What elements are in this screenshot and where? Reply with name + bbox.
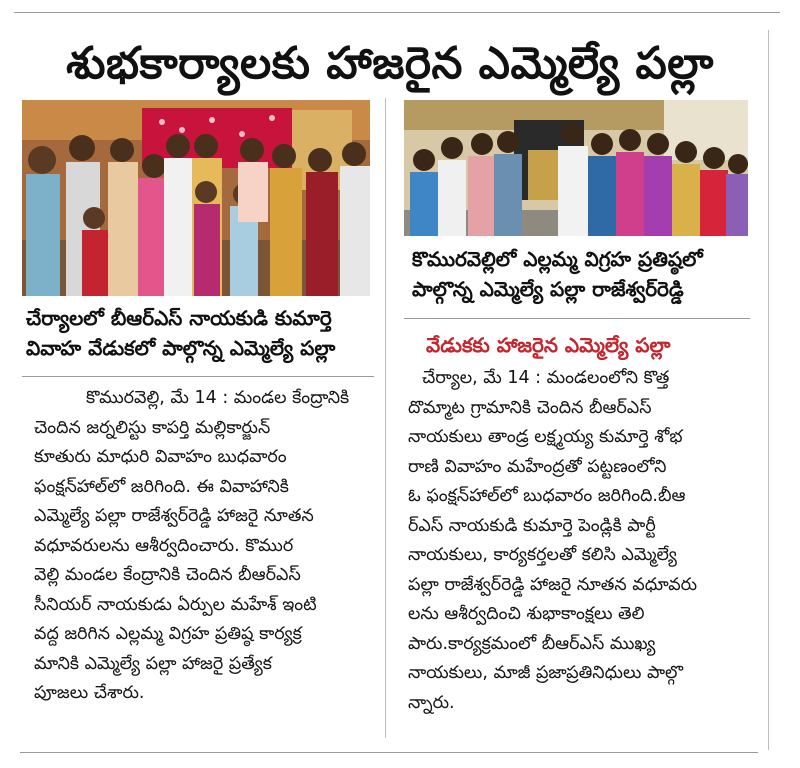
left-caption-line-1: చేర్యాలలో బీఆర్ఎస్ నాయకుడి కుమార్తె	[26, 306, 332, 330]
headline: శుభకార్యాలకు హాజరైన ఎమ్మెల్యే పల్లా	[66, 38, 714, 89]
wedding-photo	[22, 100, 370, 296]
left-article-body	[34, 384, 376, 709]
right-body-line: పారు.కార్యక్రమంలో బీఆర్ఎస్ ముఖ్య	[408, 633, 656, 654]
right-caption-rule	[404, 318, 750, 319]
left-body-line: ఎమ్మెల్యే పల్లా రాజేశ్వర్‌రెడ్డి హాజరై నూతన	[34, 506, 314, 526]
right-subhead: వేడుకకు హాజరైన ఎమ్మెల్యే పల్లా	[426, 333, 671, 357]
right-body-line: ఓ ఫంక్షన్‌హాల్‌లో బుధవారం జరిగింది.బీఆ	[408, 486, 686, 506]
right-edge-divider	[768, 30, 769, 750]
right-caption-line-2: పాల్గొన్న ఎమ్మెల్యే పల్లా రాజేశ్వర్‌రెడ్డి	[412, 277, 684, 301]
bottom-rule	[20, 752, 758, 753]
right-body-line: పల్లా రాజేశ్వర్‌రెడ్డి హాజరై నూతన వధూవరు	[408, 574, 698, 595]
left-body-line: కూతురు మాధురి వివాహం బుధవారం	[34, 447, 287, 467]
right-body-line: దొమ్మాట గ్రామానికి చెందిన బీఆర్ఎస్	[408, 397, 652, 418]
right-body-line: న్నారు.	[408, 692, 455, 713]
left-caption-line-2: వివాహ వేడుకలో పాల్గొన్న ఎమ్మెల్యే పల్లా	[26, 336, 336, 360]
left-body-line: చెందిన జర్నలిస్టు కాపర్తి మల్లికార్జున్	[34, 417, 271, 438]
left-body-line: కొమురవెల్లి, మే 14 : మండల కేంద్రానికి	[86, 388, 350, 408]
left-body-line: సీనియర్ నాయకుడు ఏర్పుల మహేశ్ ఇంటి	[34, 594, 317, 615]
top-rule	[14, 12, 780, 13]
right-body-line: చేర్యాల, మే 14 : మండలంలోని కొత్త	[422, 368, 670, 388]
right-caption-line-1: కొమురవెల్లిలో ఎల్లమ్మ విగ్రహ ప్రతిష్ఠలో	[412, 247, 703, 271]
left-body-line: వెల్లి మండల కేంద్రానికి చెందిన బీఆర్ఎస్	[34, 565, 301, 585]
right-body-line: నాయకులు, మాజీ ప్రజాప్రతినిధులు పాల్గొ	[408, 663, 684, 683]
right-photo-caption	[412, 244, 762, 304]
temple-photo	[404, 100, 748, 236]
right-article-body	[408, 364, 758, 718]
right-body-line: రాణి వివాహం మహేంద్రతో పట్టణంలోని	[408, 456, 667, 477]
right-body-line: నాయకులు తాండ్ర లక్ష్మయ్య కుమార్తె శోభ	[408, 427, 683, 447]
right-body-line: లను ఆశీర్వదించి శుభాకాంక్షలు తెలి	[408, 604, 645, 624]
left-body-line: పూజలు చేశారు.	[34, 683, 145, 703]
left-body-line: వధూవరులను ఆశీర్వదించారు. కొముర	[34, 535, 294, 556]
right-body-line: ర్ఎస్ నాయకుడి కుమార్తె పెండ్లికి పార్టీ	[408, 515, 656, 536]
left-body-line: మానికి ఎమ్మెల్యే పల్లా హాజరై ప్రత్యేక	[34, 653, 272, 674]
left-caption-rule	[22, 376, 374, 377]
column-divider	[385, 98, 386, 738]
right-body-line: నాయకులు, కార్యకర్తలతో కలిసి ఎమ్మెల్యే	[408, 545, 677, 565]
left-body-line: వద్ద జరిగిన ఎల్లమ్మ విగ్రహ ప్రతిష్ఠ కార్యక్ర	[34, 624, 302, 644]
left-body-line: ఫంక్షన్‌హాల్‌లో జరిగింది. ఈ వివాహానికి	[34, 476, 289, 497]
left-photo-caption	[26, 303, 376, 363]
